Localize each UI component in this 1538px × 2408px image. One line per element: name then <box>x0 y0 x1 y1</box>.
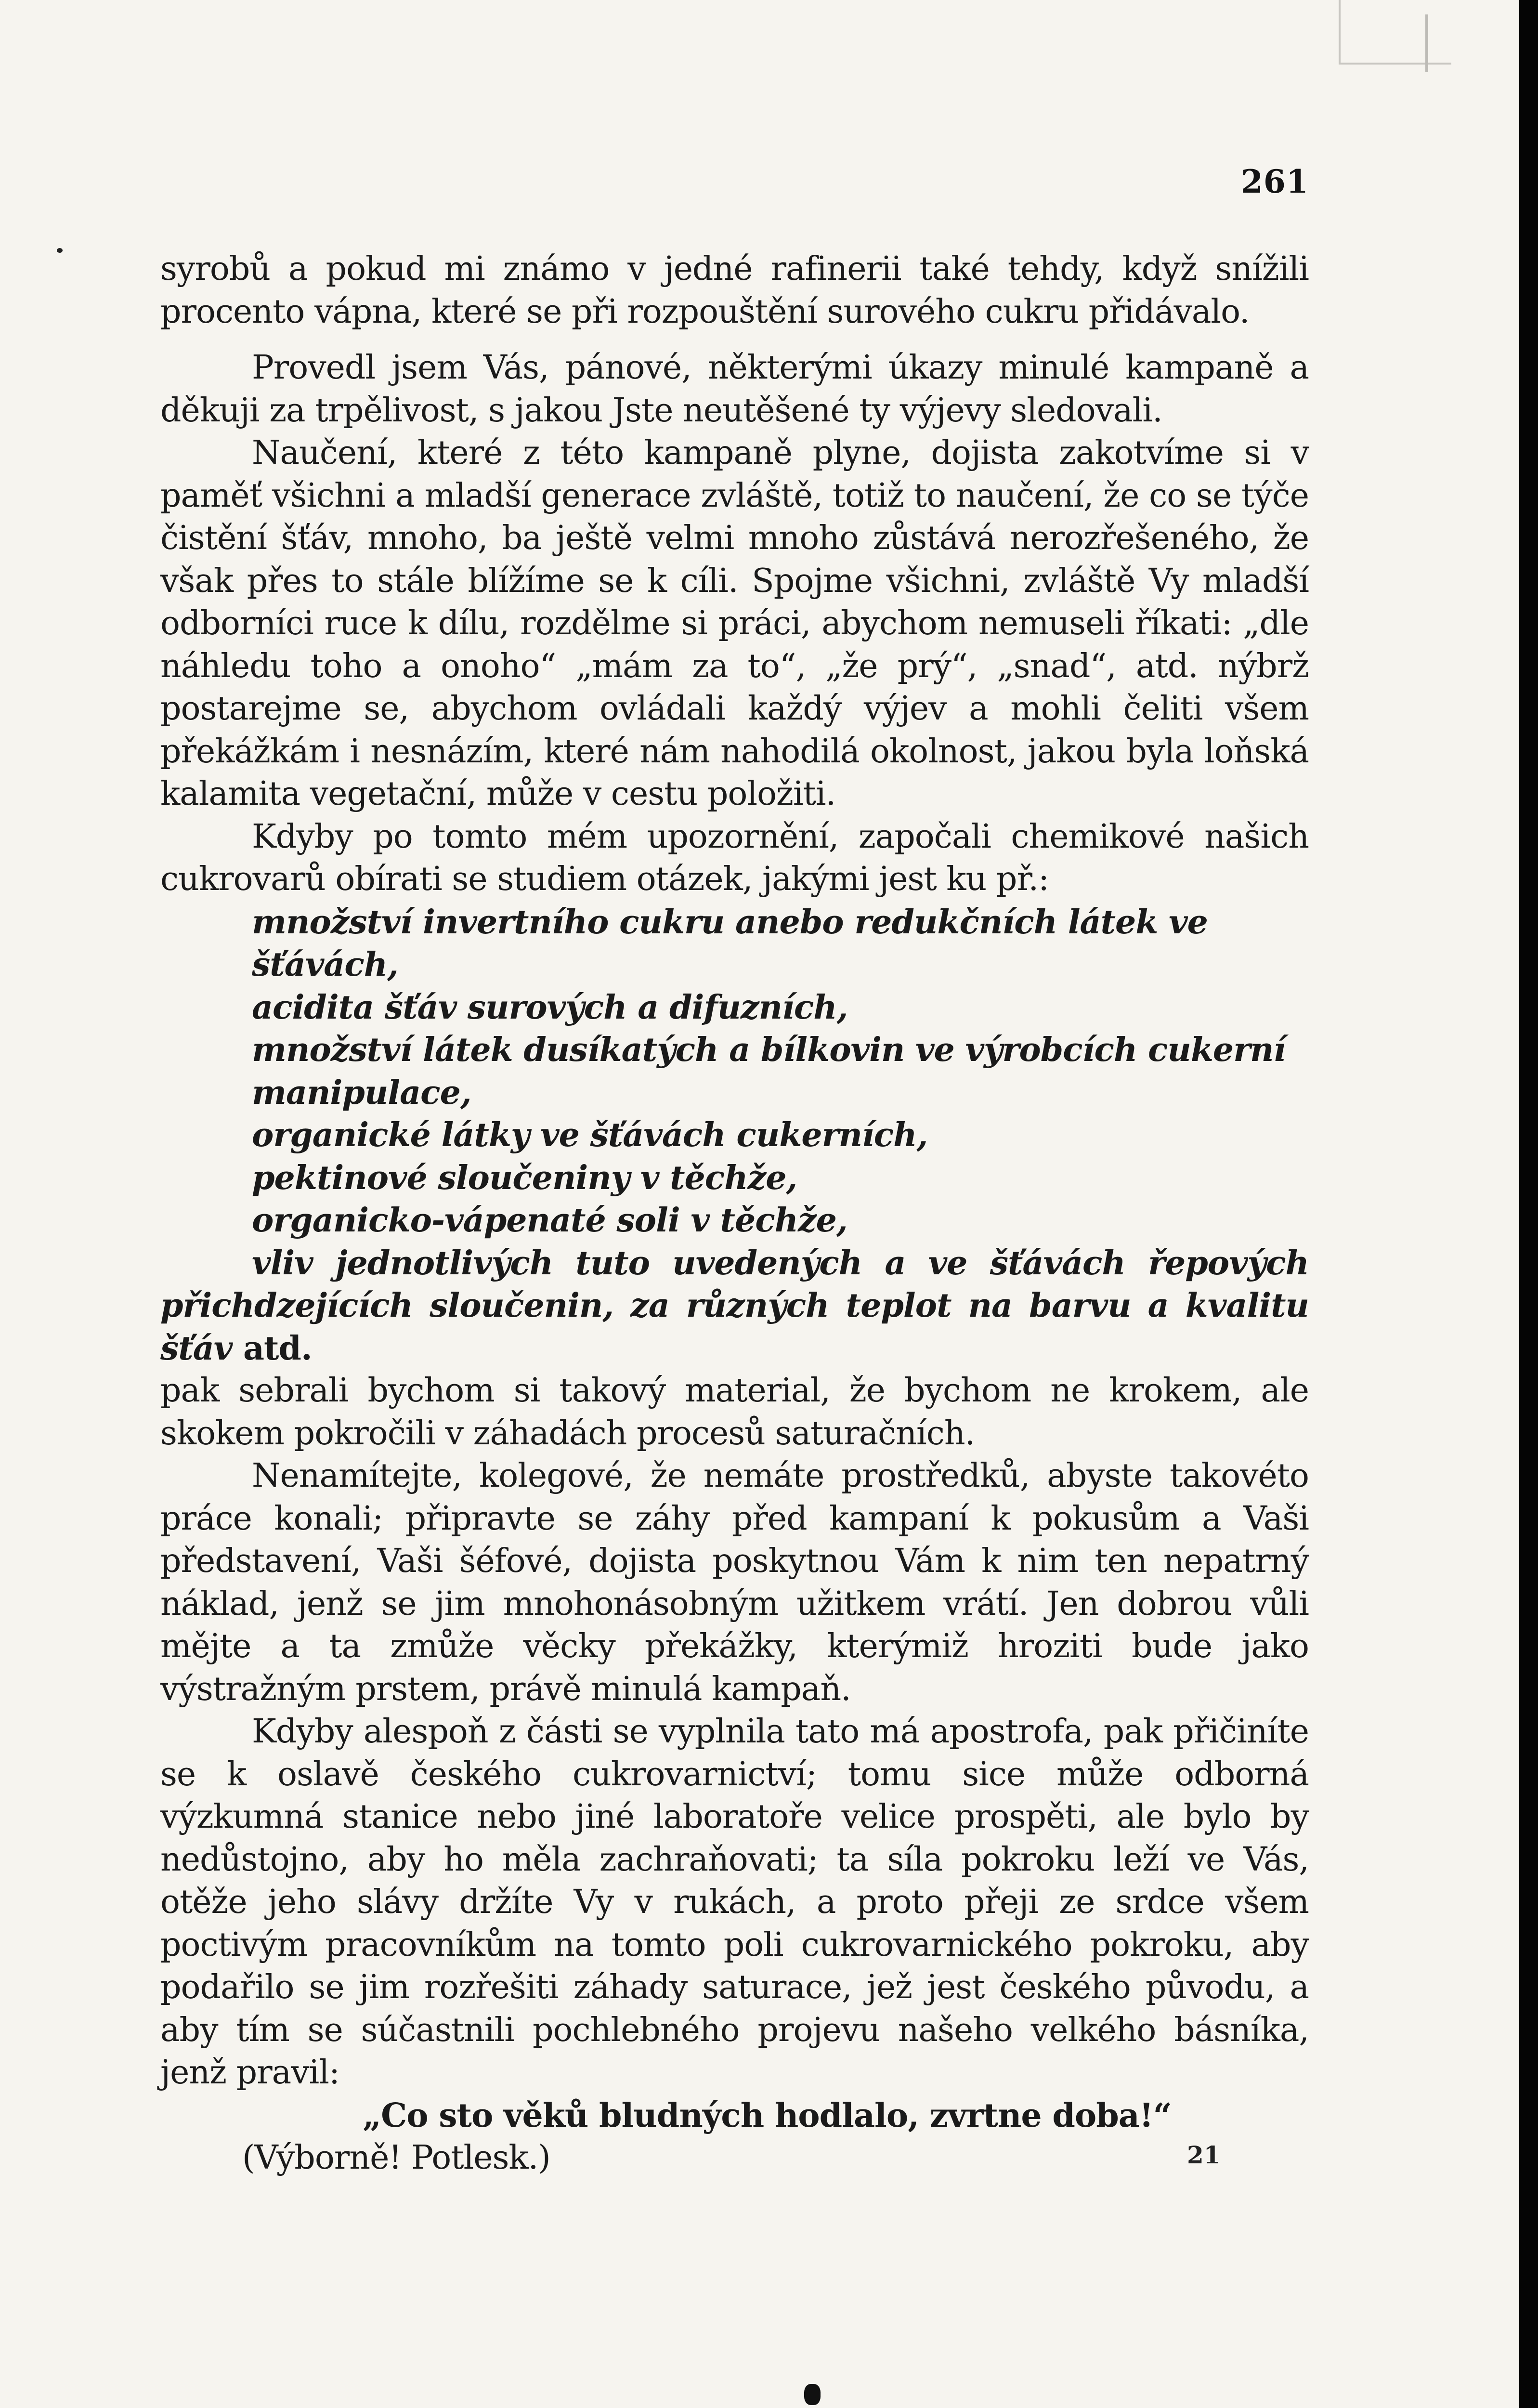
signature-number: 21 <box>1187 2141 1221 2169</box>
list-tail: atd. <box>232 1329 312 1368</box>
list-item: acidita šťáv surových a difuzních, <box>252 988 848 1027</box>
paragraph: Provedl jsem Vás, pánové, některými úkazy minulé kampaně a děkuji za trpělivost, s jakou Jste neutěšené ty výjevy sledovali. <box>160 349 1309 430</box>
scan-border <box>1519 0 1538 2408</box>
paragraph: Kdyby po tomto mém upozornění, započali chemikové našich cukrovarů obírati se studiem otázek, jakými jest ku př.: <box>160 817 1309 898</box>
margin-dot <box>57 248 63 253</box>
paragraph: Kdyby alespoň z části se vyplnila tato má apostrofa, pak přičiníte se k oslavě českého cukrovarnictví; tomu sice může odborná výzkumná stanice nebo jiné laboratoře velice prospěti, ale bylo by nedůstojno, aby ho měla zachraňovati; ta síla pokroku leží ve Vás, otěže jeho slávy držíte Vy v rukách, a proto přeji ze srdce všem poctivým pracovníkům na tomto poli cukrovarnického pokroku, aby podařilo se jim rozřešiti záhady saturace, jež jest českého původu, a aby tím se súčastnili pochlebného projevu našeho velkého básníka, jenž pravil: <box>160 1713 1309 2092</box>
list-item: množství látek dusíkatých a bílkovin ve výrobcích cukerní manipulace, <box>252 1031 1286 1112</box>
paragraph-continuation: syrobů a pokud mi známo v jedné rafinerii také tehdy, když snížili procento vápna, které se při rozpouštění surového cukru přidávalo. <box>160 250 1309 331</box>
list-item: pektinové sloučeniny v těchže, <box>252 1158 797 1197</box>
list-item-last <box>160 1242 1309 1370</box>
page-number: 261 <box>1241 163 1309 200</box>
paragraph: Naučení, které z této kampaně plyne, dojista zakotvíme si v paměť všichni a mladší generace zvláště, totiž to naučení, že co se týče čistění šťáv, mnoho, ba ještě velmi mnoho zůstává nerozřešeného, že však přes to stále blížíme se k cíli. Spojme všichni, zvláště Vy mladší odborníci ruce k dílu, rozdělme si práci, abychom nemuseli říkati: „dle náhledu toho a onoho“ „mám za to“, „že prý“, „snad“, atd. nýbrž postarejme se, abychom ovládali každý výjev a mohli čeliti všem překážkám i nesnázím, které nám nahodilá okolnost, jakou byla loňská kalamita vegetační, může v cestu položiti. <box>160 434 1309 813</box>
applause-note: (Výborně! Potlesk.) <box>242 2139 550 2177</box>
list-item: organické látky ve šťávách cukerních, <box>252 1116 928 1154</box>
paragraph: Nenamítejte, kolegové, že nemáte prostředků, abyste takovéto práce konali; připravte se záhy před kampaní k pokusům a Vaši představení, Vaši šéfové, dojista poskytnou Vám k nim ten nepatrný náklad, jenž se jim mnohonásobným užitkem vrátí. Jen dobrou vůli mějte a ta zmůže věcky překážky, kterýmiž hroziti bude jako výstražným prstem, právě minulá kampaň. <box>160 1457 1309 1708</box>
list-item: organicko-vápenaté soli v těchže, <box>252 1201 847 1240</box>
list-item: množství invertního cukru anebo redukčních látek ve šťávách, <box>252 903 1208 984</box>
list-item-text: vliv jednotlivých tuto uvedených a ve šťávách řepových přichdzejících sloučenin, za různých teplot na barvu a kvalitu šťáv <box>160 1243 1309 1368</box>
paragraph: pak sebrali bychom si takový material, že bychom ne krokem, ale skokem pokročili v záhadách procesů saturačních. <box>160 1372 1309 1453</box>
poet-quote: „Co sto věků bludných hodlalo, zvrtne doba!“ <box>363 2096 1172 2135</box>
ink-blot <box>804 2384 821 2405</box>
body-text <box>160 248 1309 2180</box>
scan-corner-mark <box>1339 0 1451 65</box>
scan-edge-mark <box>1425 14 1428 72</box>
